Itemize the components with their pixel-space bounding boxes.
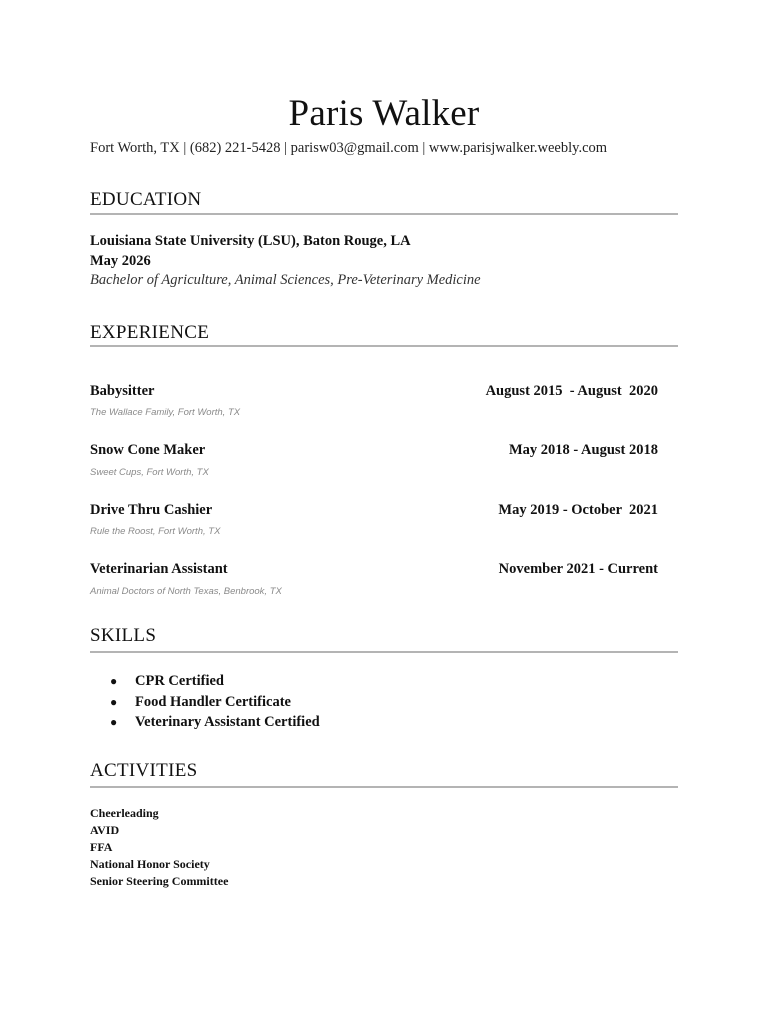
- job-dates: May 2018 - August 2018: [508, 442, 658, 458]
- job-title: Veterinarian Assistant: [90, 561, 228, 577]
- activities-divider: [90, 786, 678, 788]
- job-dates: May 2019 - October 2021: [498, 502, 658, 518]
- skill-label: Veterinary Assistant Certified: [135, 714, 320, 730]
- job-title: Snow Cone Maker: [90, 442, 206, 458]
- job-organization: The Wallace Family, Fort Worth, TX: [90, 407, 241, 418]
- job-organization: Sweet Cups, Fort Worth, TX: [90, 467, 209, 478]
- skill-label: Food Handler Certificate: [135, 693, 291, 710]
- education-degree: Bachelor of Agriculture, Animal Sciences, Pre-Veterinary Medicine: [90, 272, 481, 288]
- skills-divider: [90, 651, 678, 653]
- education-heading: EDUCATION: [90, 189, 202, 210]
- job-organization: Animal Doctors of North Texas, Benbrook, TX: [90, 586, 282, 597]
- list-item: National Honor Society: [90, 857, 210, 871]
- education-school: Louisiana State University (LSU), Baton Rouge, LA: [90, 233, 411, 249]
- activities-heading: ACTIVITIES: [90, 760, 198, 781]
- experience-heading: EXPERIENCE: [90, 322, 210, 343]
- activities-list: [90, 805, 228, 890]
- list-item: Senior Steering Committee: [90, 874, 229, 888]
- bullet-icon: ●: [110, 715, 118, 729]
- resume-name: Paris Walker: [288, 93, 480, 134]
- skill-label: CPR Certified: [135, 673, 224, 689]
- list-item: [110, 671, 320, 692]
- bullet-icon: ●: [110, 674, 118, 688]
- job-organization: Rule the Roost, Fort Worth, TX: [90, 526, 221, 537]
- skills-list: [110, 671, 320, 733]
- education-divider: [90, 213, 678, 215]
- list-item: FFA: [90, 840, 113, 854]
- job-title: Drive Thru Cashier: [90, 502, 213, 518]
- contact-line: Fort Worth, TX | (682) 221-5428 | parisw03@gmail.com | www.parisjwalker.weebly.com: [90, 140, 608, 156]
- job-dates: August 2015 - August 2020: [485, 383, 658, 399]
- list-item: [110, 692, 320, 713]
- bullet-icon: ●: [110, 694, 118, 709]
- experience-divider: [90, 345, 678, 347]
- job-title: Babysitter: [90, 383, 155, 399]
- list-item: [110, 712, 320, 733]
- skills-heading: SKILLS: [90, 625, 157, 646]
- education-date: May 2026: [90, 253, 151, 269]
- list-item: AVID: [90, 823, 120, 837]
- list-item: Cheerleading: [90, 806, 159, 820]
- job-dates: November 2021 - Current: [498, 561, 658, 577]
